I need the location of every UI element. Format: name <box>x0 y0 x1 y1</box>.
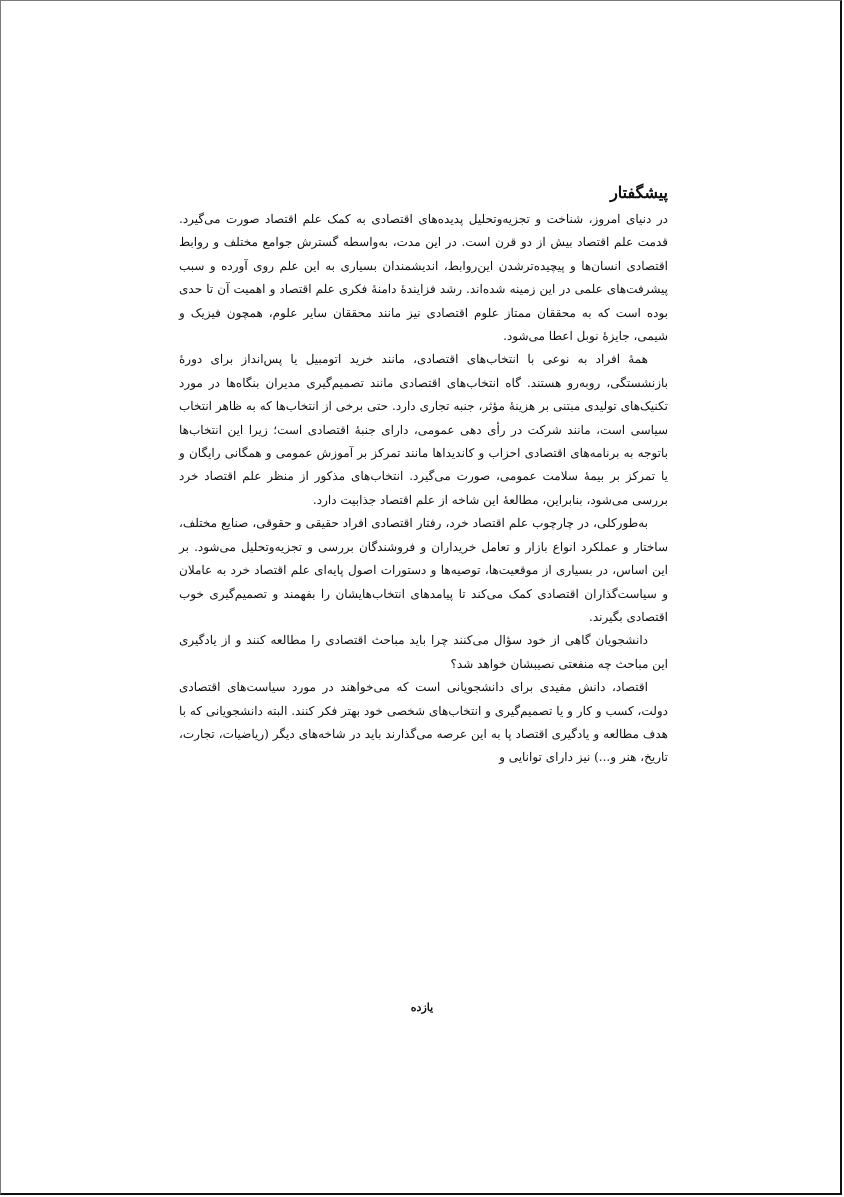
paragraph-2: همهٔ افراد به نوعی با انتخاب‌های اقتصادی، مانند خرید اتومبیل یا پس‌انداز برای دورهٔ بازنشستگی، روبه‌رو هستند. گاه انتخاب‌های اقتصادی مانند تصمیم‌گیری مدیران بنگاه‌ها در مورد تکنیک‌های تولیدی مبتنی بر هزینهٔ مؤثر، جنبه تجاری دارد. حتی برخی از انتخاب‌ها که به ظاهر انتخاب سیاسی است، مانند شرکت در رأی دهی عمومی، دارای جنبهٔ اقتصادی است؛ زیرا این انتخاب‌ها باتوجه به برنامه‌های اقتصادی احزاب و کاندیداها مانند تمرکز بر آموزش عمومی و همگانی رایگان و یا تمرکز بر بیمهٔ سلامت عمومی، صورت می‌گیرد. انتخاب‌های مذکور از منظر علم اقتصاد خرد بررسی می‌شود، بنابراین، مطالعهٔ این شاخه از علم اقتصاد جذابیت دارد. <box>179 352 669 507</box>
paragraph-4: دانشجویان گاهی از خود سؤال می‌کنند چرا باید مباحث اقتصادی را مطالعه کنند و از یادگیری این مباحث چه منفعتی نصیبشان خواهد شد؟ <box>179 633 668 671</box>
preface-content <box>179 180 668 770</box>
page-heading: پیشگفتار <box>610 183 668 202</box>
paragraph-3: به‌طورکلی، در چارچوب علم اقتصاد خرد، رفتار اقتصادی افراد حقیقی و حقوقی، صنایع مختلف، ساختار و عملکرد انواع بازار و تعامل خریداران و فروشندگان بررسی و تجزیه‌وتحلیل می‌شود. بر این اساس، در بسیاری از موقعیت‌ها، توصیه‌ها و دستورات اصول پایه‌ای علم اقتصاد خرد به عاملان و سیاست‌گذاران اقتصادی کمک می‌کند تا پیامدهای انتخاب‌هایشان را بفهمند و تصمیم‌گیری خوب اقتصادی بگیرند. <box>179 516 668 624</box>
page-number: یازده <box>410 1001 434 1014</box>
paragraph-1: در دنیای امروز، شناخت و تجزیه‌وتحلیل پدیده‌های اقتصادی به کمک علم اقتصاد صورت می‌گیرد. قدمت علم اقتصاد بیش از دو قرن است. در این مدت، به‌واسطه گسترش جوامع مختلف و روابط اقتصادی انسان‌ها و پیچیده‌ترشدن این‌روابط، اندیشمندان بسیاری به این علم روی آورده و سبب پیشرفت‌های علمی در این زمینه شده‌اند. رشد فزایندهٔ دامنهٔ فکری علم اقتصاد و اهمیت آن تا حدی بوده است که به محققان ممتاز علوم اقتصادی نیز مانند محققان سایر علوم، همچون فیزیک و شیمی، جایزهٔ نوبل اعطا می‌شود. <box>179 212 668 344</box>
paragraph-5: اقتصاد، دانش مفیدی برای دانشجویانی است که می‌خواهند در مورد سیاست‌های اقتصادی دولت، کسب و کار و یا تصمیم‌گیری و انتخاب‌های شخصی خود بهتر فکر کنند. البته دانشجویانی که با هدف مطالعه و یادگیری اقتصاد پا به این عرصه می‌گذارند باید در شاخه‌های دیگر (ریاضیات، تجارت، تاریخ، هنر و...) نیز دارای توانایی و <box>179 680 668 765</box>
